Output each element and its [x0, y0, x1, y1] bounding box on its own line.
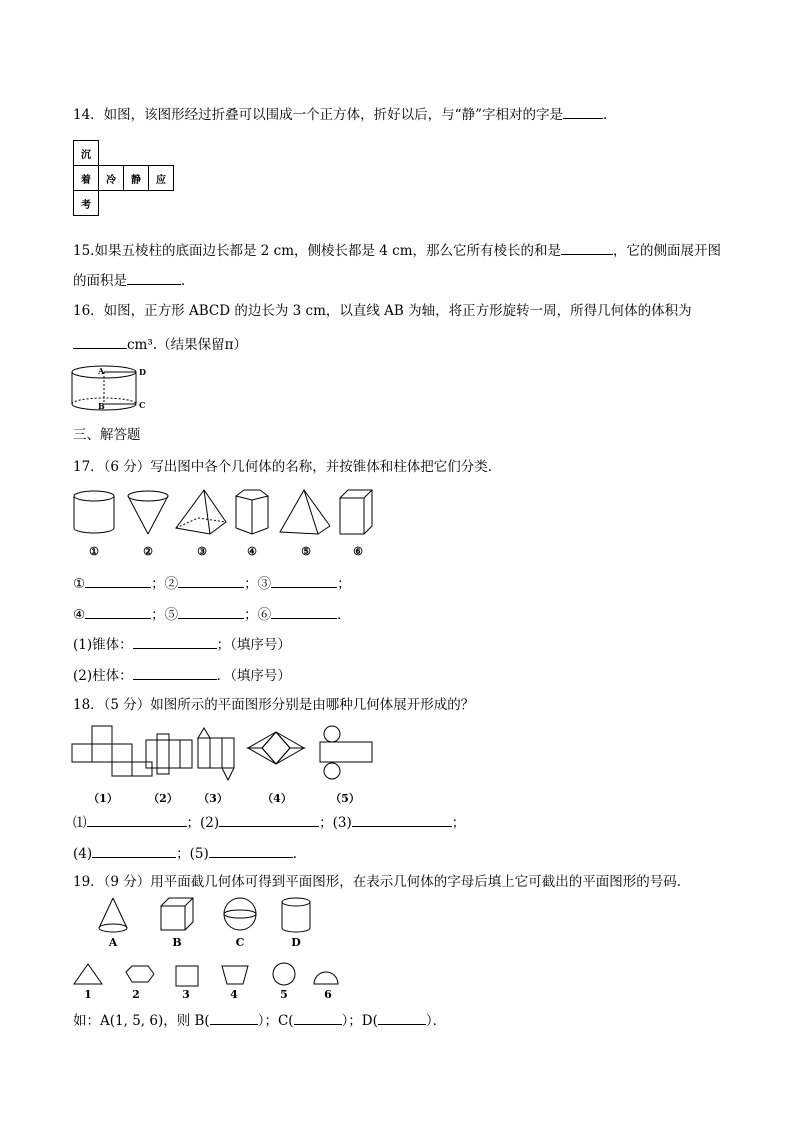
solid-number: ③: [197, 545, 207, 558]
blank[interactable]: [352, 812, 452, 827]
solid-label: B: [172, 936, 182, 949]
q19-cross-sections: [72, 962, 372, 988]
sphere-icon: [224, 898, 256, 930]
net-cell: 冷: [99, 166, 124, 191]
q17-solids: [70, 488, 390, 544]
q16-line2: cm³.（结果保留π）: [73, 334, 247, 354]
cube-net-icon: [72, 726, 152, 776]
cone-icon: [99, 898, 127, 932]
square-icon: [176, 966, 198, 986]
shape-label: 6: [324, 988, 332, 1001]
triangular-pyramid-icon: [280, 490, 330, 534]
net-cell: 沉: [74, 141, 99, 166]
net-label: （5）: [330, 792, 360, 805]
q18-row2: (4) ；(5) ．: [73, 843, 306, 863]
blank[interactable]: [294, 1010, 342, 1025]
rectangular-prism-icon: [340, 490, 372, 534]
solid-number: ④: [247, 545, 257, 558]
q17-question: 17．（6 分）写出图中各个几何体的名称，并按锥体和柱体把它们分类．: [73, 459, 502, 475]
shape-label: 2: [132, 988, 140, 1001]
blank[interactable]: [178, 573, 244, 588]
pentagonal-prism-icon: [236, 490, 268, 534]
q18-row1: ⑴ ；(2) ；(3) ；: [73, 812, 465, 832]
label-d: D: [139, 367, 146, 377]
cylinder-icon: [74, 491, 114, 533]
cube-net: [73, 140, 174, 216]
cube-icon: [161, 898, 193, 930]
q14-blank[interactable]: [563, 104, 603, 119]
cylinder-figure: [70, 362, 150, 414]
shape-label: 4: [230, 988, 238, 1001]
blank[interactable]: [178, 604, 244, 619]
cylinder-net-icon: [320, 726, 372, 779]
blank[interactable]: [378, 1010, 426, 1025]
blank[interactable]: [92, 843, 176, 858]
section-title: 三、解答题: [73, 427, 141, 443]
net-cell: 着: [74, 166, 99, 191]
q17-row2: ④ ；⑤ ；⑥ ．: [73, 604, 351, 624]
label-a: A: [98, 366, 105, 376]
solid-number: ⑥: [353, 545, 363, 558]
cone-icon: [128, 491, 168, 534]
blank[interactable]: [85, 573, 151, 588]
net-label: （4）: [262, 792, 292, 805]
q18-nets: [70, 726, 380, 782]
q19-question: 19．（9 分）用平面截几何体可得到平面图形，在表示几何体的字母后填上它可截出的平面图形的号码．: [73, 874, 691, 890]
q16-blank[interactable]: [73, 334, 127, 349]
hexagon-icon: [126, 966, 154, 982]
blank[interactable]: [87, 812, 187, 827]
blank[interactable]: [271, 573, 337, 588]
net-cell: 静: [124, 166, 149, 191]
label-b: B: [98, 401, 105, 411]
q17-row1: ① ；② ；③ ；: [73, 573, 351, 593]
solid-label: C: [235, 936, 245, 949]
q15-blank-1[interactable]: [561, 240, 613, 255]
trapezoid-icon: [222, 966, 248, 984]
blank[interactable]: [271, 604, 337, 619]
triangle-icon: [74, 964, 102, 984]
blank[interactable]: [210, 1010, 258, 1025]
q17-cone: (1)锥体： ；（填序号）: [73, 634, 291, 654]
q15-blank-2[interactable]: [127, 270, 181, 285]
solid-label: A: [108, 936, 118, 949]
q15-line1: 15.如果五棱柱的底面边长都是 2 cm，侧棱长都是 4 cm，那么它所有棱长的和是 ，它的侧面展开图: [73, 240, 721, 260]
q14-text: 14．如图，该图形经过折叠可以围成一个正方体，折好以后，与“静”字相对的字是: [73, 107, 563, 123]
blank[interactable]: [85, 604, 151, 619]
q17-prism: (2)柱体： ．（填序号）: [73, 665, 291, 685]
q19-solids: [95, 896, 335, 934]
circle-icon: [273, 963, 295, 985]
blank[interactable]: [209, 843, 293, 858]
q15-line2: 的面积是 ．: [73, 270, 195, 290]
shape-label: 5: [280, 988, 288, 1001]
blank[interactable]: [219, 812, 319, 827]
pyramid-icon: [176, 490, 226, 534]
solid-label: D: [291, 936, 301, 949]
shape-label: 1: [84, 988, 92, 1001]
triangular-prism-net-icon: [198, 728, 234, 780]
solid-number: ⑤: [301, 545, 311, 558]
net-cell: 应: [149, 166, 174, 191]
blank[interactable]: [133, 665, 217, 680]
cylinder-icon: [282, 898, 310, 932]
pyramid-net-icon: [248, 732, 304, 764]
q19-answer: 如：A(1, 5, 6)，则 B( ）；C( ）；D( ）．: [73, 1010, 446, 1030]
blank[interactable]: [133, 634, 217, 649]
semicircle-icon: [314, 972, 338, 984]
solid-number: ②: [143, 545, 153, 558]
net-label: （3）: [198, 792, 228, 805]
net-label: （2）: [148, 792, 178, 805]
net-label: （1）: [88, 792, 118, 805]
net-cell: 考: [74, 191, 99, 216]
shape-label: 3: [182, 988, 190, 1001]
q16-line1: 16．如图，正方形 ABCD 的边长为 3 cm，以直线 AB 为轴，将正方形旋转一周，所得几何体的体积为: [73, 303, 692, 319]
solid-number: ①: [89, 545, 99, 558]
rectangular-prism-net-icon: [146, 734, 192, 774]
q18-question: 18．（5 分）如图所示的平面图形分别是由哪种几何体展开形成的？: [73, 697, 475, 713]
label-c: C: [139, 400, 146, 410]
q14-question: 14．如图，该图形经过折叠可以围成一个正方体，折好以后，与“静”字相对的字是 ．: [73, 104, 616, 124]
